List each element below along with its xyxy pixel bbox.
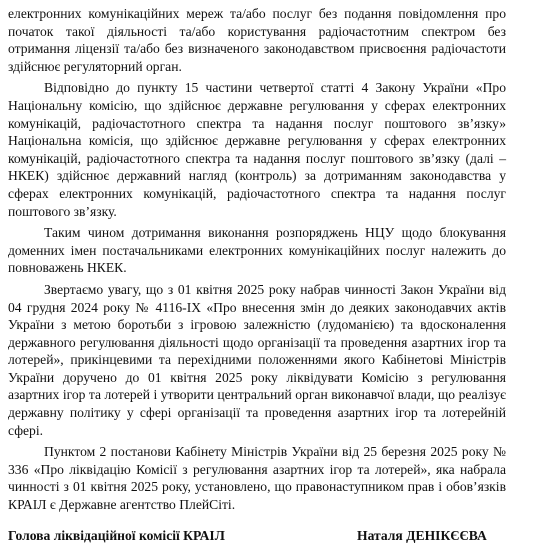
paragraph-continuation: електронних комунікаційних мереж та/або послуг без подання повідомлення про початок такої діяльності та/або користування радіочастотним спектром без отримання ліцензії та/або без визначеного законодавством присвоєння радіочастоти здійснює регуляторний орган. [8,6,506,74]
paragraph-law-4116: Звертаємо увагу, що з 01 квітня 2025 року набрав чинності Закон України від 04 грудня 2024 року № 4116-IX «Про внесення змін до деяких законодавчих актів України з метою боротьби з ігровою залежністю (лудоманією) та вдосконалення державного регулювання діяльності щодо організації та проведення азартних ігор та лотерей», прикінцевими та перехідними положеннями якого Кабінетові Міністрів України доручено до 01 квітня 2025 року ліквідувати Комісію з регулювання азартних ігор та лотерей і утворити центральний орган виконавчої влади, що реалізує державну політику у сфері організації та проведення азартних ігор та лотерейній сфері. [8,281,507,438]
paragraph-resolution-336: Пунктом 2 постанови Кабінету Міністрів України від 25 березня 2025 року № 336 «Про ліквідацію Комісії з регулювання азартних ігор та лотерей», яка набрала чинності з 01 квітня 2025 року, установлено, що правонаступником прав і обов’язків КРАІЛ є Державне агентство ПлейСіті. [8,444,506,513]
document-body [8,5,506,514]
signatory-name: Наталя ДЕНІКЄЄВА [357,528,487,543]
signature-block [8,527,518,545]
paragraph-nkek-authority: Відповідно до пункту 15 частини четвертої статті 4 Закону України «Про Національну комісію, що здійснює державне регулювання у сферах електронних комунікацій, радіочастотного спектра та надання послуг поштового зв’язку» Національна комісія, що здійснює державне регулювання у сферах електронних комунікацій, радіочастотного спектра та надання послуг поштового зв’язку (далі – НКЕК) здійснює державний нагляд (контроль) за дотриманням законодавства у сферах електронних комунікацій, радіочастотного спектра та надання послуг поштового зв’язку. [8,80,506,219]
paragraph-blocking-compliance: Таким чином дотримання виконання розпоряджень НЦУ щодо блокування доменних імен постачальниками електронних комунікаційних послуг належить до повноважень НКЕК. [8,225,506,276]
signatory-position: Голова ліквідаційної комісії КРАІЛ [8,528,225,543]
